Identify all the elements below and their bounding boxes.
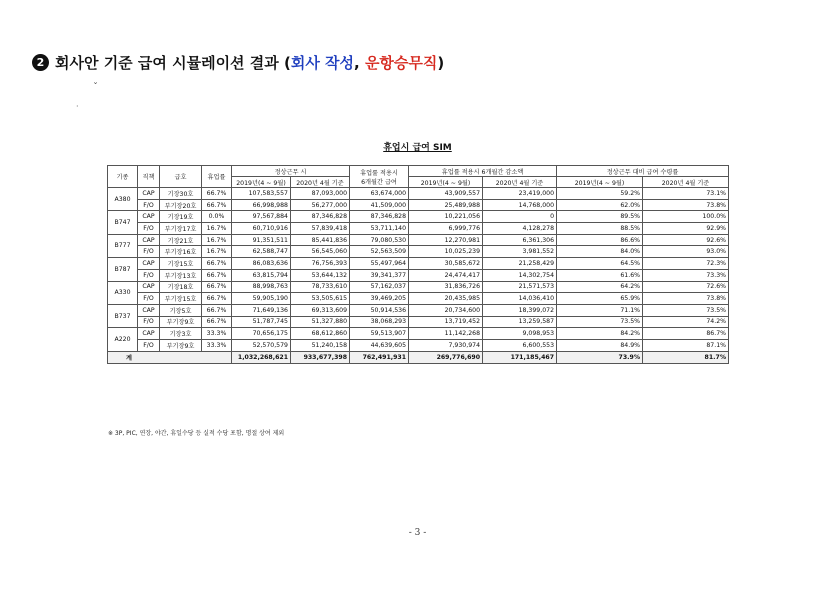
col-header-ratio-2019: 2019년(4 ~ 9월) [557, 177, 643, 188]
cell-decrease-2020: 6,600,553 [483, 339, 557, 351]
table-row [108, 269, 729, 281]
cell-decrease-2019: 11,142,268 [409, 328, 483, 340]
cell-ratio-2020: 73.8% [643, 199, 729, 211]
cell-rank: CAP [138, 188, 160, 200]
cell-rank: CAP [138, 211, 160, 223]
table-row [108, 246, 729, 258]
cell-decrease-2020: 13,259,587 [483, 316, 557, 328]
cell-ratio-2019: 86.6% [557, 234, 643, 246]
col-header-normal-2019: 2019년(4 ~ 9월) [232, 177, 291, 188]
cell-normal-2020: 51,240,158 [291, 339, 350, 351]
section-heading [32, 52, 444, 73]
cell-decrease-2020: 18,399,072 [483, 304, 557, 316]
cell-grade: 부기장16호 [160, 246, 202, 258]
cell-total-normal-2019: 1,032,268,621 [232, 351, 291, 363]
cell-furlough-rate: 16.7% [202, 234, 232, 246]
cell-normal-2020: 85,441,836 [291, 234, 350, 246]
cell-total-ratio-2019: 73.9% [557, 351, 643, 363]
cell-ratio-2020: 72.6% [643, 281, 729, 293]
cell-aircraft-type: B737 [108, 304, 138, 327]
cell-ratio-2020: 87.1% [643, 339, 729, 351]
cell-grade: 부기장9호 [160, 316, 202, 328]
cell-normal-2020: 87,093,000 [291, 188, 350, 200]
heading-text: 회사안 기준 급여 시뮬레이션 결과 ( [55, 54, 291, 72]
cell-grade: 부기장13호 [160, 269, 202, 281]
cell-aircraft-type: B747 [108, 211, 138, 234]
cell-rank: CAP [138, 258, 160, 270]
cell-furlough-rate: 66.7% [202, 281, 232, 293]
cell-normal-2019: 71,649,136 [232, 304, 291, 316]
cell-rank: F/O [138, 293, 160, 305]
cell-grade: 부기장9호 [160, 339, 202, 351]
cell-decrease-2020: 14,302,754 [483, 269, 557, 281]
cell-ratio-2019: 64.2% [557, 281, 643, 293]
col-header-ratio-2020: 2020년 4월 기준 [643, 177, 729, 188]
cell-furlough-pay: 59,513,907 [350, 328, 409, 340]
cell-normal-2020: 56,277,000 [291, 199, 350, 211]
cell-rank: F/O [138, 199, 160, 211]
col-group-ratio: 정상근무 대비 급여 수령률 [557, 166, 729, 177]
cell-normal-2020: 51,327,880 [291, 316, 350, 328]
cell-normal-2019: 88,998,763 [232, 281, 291, 293]
cell-decrease-2020: 21,571,573 [483, 281, 557, 293]
cell-ratio-2019: 89.5% [557, 211, 643, 223]
cell-aircraft-type: B787 [108, 258, 138, 281]
cell-decrease-2019: 31,836,726 [409, 281, 483, 293]
table-row [108, 199, 729, 211]
cell-aircraft-type: A220 [108, 328, 138, 351]
cell-decrease-2019: 20,734,600 [409, 304, 483, 316]
cell-ratio-2020: 100.0% [643, 211, 729, 223]
table-row [108, 316, 729, 328]
cell-grade: 기장18호 [160, 281, 202, 293]
cell-ratio-2019: 65.9% [557, 293, 643, 305]
cell-ratio-2019: 84.2% [557, 328, 643, 340]
cell-grade: 기장30호 [160, 188, 202, 200]
col-header-rank: 직책 [138, 166, 160, 188]
cell-ratio-2020: 73.8% [643, 293, 729, 305]
cell-furlough-pay: 55,497,964 [350, 258, 409, 270]
cell-normal-2020: 78,733,610 [291, 281, 350, 293]
cell-grade: 기장3호 [160, 328, 202, 340]
cell-grade: 부기장20호 [160, 199, 202, 211]
table-header-row [108, 166, 729, 177]
cell-furlough-rate: 66.7% [202, 269, 232, 281]
table-footnote: ※ 3P, PIC, 연장, 야간, 휴일수당 등 실적 수당 포함, 명절 상여 제외 [108, 430, 285, 437]
cell-ratio-2019: 61.6% [557, 269, 643, 281]
cell-furlough-pay: 50,914,536 [350, 304, 409, 316]
cell-furlough-pay: 63,674,000 [350, 188, 409, 200]
cell-decrease-2020: 23,419,000 [483, 188, 557, 200]
cell-furlough-pay: 57,162,037 [350, 281, 409, 293]
cell-furlough-rate: 66.7% [202, 199, 232, 211]
cell-furlough-rate: 33.3% [202, 339, 232, 351]
scan-mark: ˇ [93, 82, 98, 93]
cell-decrease-2019: 10,221,056 [409, 211, 483, 223]
cell-normal-2020: 76,756,393 [291, 258, 350, 270]
cell-ratio-2019: 62.0% [557, 199, 643, 211]
cell-ratio-2019: 73.5% [557, 316, 643, 328]
cell-rank: F/O [138, 246, 160, 258]
cell-normal-2019: 59,905,190 [232, 293, 291, 305]
cell-furlough-rate: 16.7% [202, 223, 232, 235]
cell-rank: F/O [138, 339, 160, 351]
col-group-decrease: 휴업률 적용시 6개월간 감소액 [409, 166, 557, 177]
cell-grade: 기장21호 [160, 234, 202, 246]
cell-furlough-pay: 87,346,828 [350, 211, 409, 223]
cell-furlough-rate: 66.7% [202, 316, 232, 328]
cell-normal-2020: 56,545,060 [291, 246, 350, 258]
cell-rank: CAP [138, 281, 160, 293]
cell-decrease-2019: 24,474,417 [409, 269, 483, 281]
cell-ratio-2019: 64.5% [557, 258, 643, 270]
cell-grade: 기장19호 [160, 211, 202, 223]
cell-decrease-2019: 7,930,974 [409, 339, 483, 351]
cell-ratio-2020: 72.3% [643, 258, 729, 270]
cell-normal-2020: 68,612,860 [291, 328, 350, 340]
cell-normal-2020: 87,346,828 [291, 211, 350, 223]
cell-total-decrease-2019: 269,776,690 [409, 351, 483, 363]
table-row [108, 304, 729, 316]
cell-normal-2019: 66,998,988 [232, 199, 291, 211]
cell-normal-2019: 91,351,511 [232, 234, 291, 246]
cell-rank: F/O [138, 316, 160, 328]
cell-normal-2019: 62,588,747 [232, 246, 291, 258]
heading-comma: , [354, 54, 365, 72]
cell-furlough-pay: 38,068,293 [350, 316, 409, 328]
cell-furlough-rate: 66.7% [202, 258, 232, 270]
cell-normal-2019: 51,787,745 [232, 316, 291, 328]
heading-job-type: 운항승무직 [364, 54, 438, 72]
cell-aircraft-type: A330 [108, 281, 138, 304]
cell-decrease-2020: 3,981,552 [483, 246, 557, 258]
scan-dot: · [76, 102, 79, 111]
cell-decrease-2019: 43,909,557 [409, 188, 483, 200]
table-row [108, 188, 729, 200]
cell-normal-2019: 63,815,794 [232, 269, 291, 281]
table-row [108, 281, 729, 293]
cell-ratio-2019: 84.9% [557, 339, 643, 351]
cell-furlough-pay: 52,563,509 [350, 246, 409, 258]
cell-furlough-pay: 79,080,530 [350, 234, 409, 246]
cell-decrease-2020: 4,128,278 [483, 223, 557, 235]
table-row [108, 293, 729, 305]
cell-grade: 부기장15호 [160, 293, 202, 305]
cell-normal-2019: 97,567,884 [232, 211, 291, 223]
cell-furlough-rate: 66.7% [202, 304, 232, 316]
cell-ratio-2019: 71.1% [557, 304, 643, 316]
cell-rank: F/O [138, 269, 160, 281]
cell-normal-2020: 53,505,615 [291, 293, 350, 305]
cell-aircraft-type: B777 [108, 234, 138, 257]
col-header-grade: 급호 [160, 166, 202, 188]
cell-furlough-rate: 66.7% [202, 293, 232, 305]
col-group-normal: 정상근무 시 [232, 166, 350, 177]
cell-rank: CAP [138, 328, 160, 340]
cell-ratio-2020: 86.7% [643, 328, 729, 340]
cell-ratio-2020: 73.1% [643, 188, 729, 200]
cell-aircraft-type: A380 [108, 188, 138, 211]
cell-furlough-rate: 0.0% [202, 211, 232, 223]
cell-decrease-2020: 9,098,953 [483, 328, 557, 340]
cell-grade: 기장15호 [160, 258, 202, 270]
cell-rank: F/O [138, 223, 160, 235]
salary-sim-table [107, 165, 729, 364]
table-row [108, 234, 729, 246]
cell-furlough-rate: 33.3% [202, 328, 232, 340]
cell-ratio-2019: 88.5% [557, 223, 643, 235]
table-row [108, 223, 729, 235]
cell-furlough-rate: 66.7% [202, 188, 232, 200]
cell-total-ratio-2020: 81.7% [643, 351, 729, 363]
col-header-rate: 휴업률 [202, 166, 232, 188]
cell-ratio-2020: 73.3% [643, 269, 729, 281]
cell-normal-2020: 53,644,132 [291, 269, 350, 281]
cell-rank: CAP [138, 304, 160, 316]
cell-decrease-2020: 6,361,306 [483, 234, 557, 246]
table-row [108, 211, 729, 223]
col-header-decrease-2019: 2019년(4 ~ 9월) [409, 177, 483, 188]
cell-ratio-2020: 73.5% [643, 304, 729, 316]
cell-furlough-pay: 41,509,000 [350, 199, 409, 211]
cell-ratio-2019: 59.2% [557, 188, 643, 200]
cell-total-furlough-pay: 762,491,931 [350, 351, 409, 363]
heading-close: ) [437, 54, 445, 72]
cell-decrease-2019: 10,025,239 [409, 246, 483, 258]
cell-normal-2019: 86,083,636 [232, 258, 291, 270]
cell-total-label: 계 [108, 351, 232, 363]
cell-decrease-2020: 14,768,000 [483, 199, 557, 211]
col-header-type: 기종 [108, 166, 138, 188]
cell-normal-2020: 57,839,418 [291, 223, 350, 235]
cell-grade: 부기장17호 [160, 223, 202, 235]
cell-rank: CAP [138, 234, 160, 246]
cell-ratio-2020: 92.9% [643, 223, 729, 235]
cell-furlough-pay: 53,711,140 [350, 223, 409, 235]
cell-decrease-2020: 14,036,410 [483, 293, 557, 305]
cell-decrease-2019: 13,719,452 [409, 316, 483, 328]
cell-ratio-2020: 74.2% [643, 316, 729, 328]
table-row [108, 328, 729, 340]
total-row [108, 351, 729, 363]
cell-decrease-2020: 0 [483, 211, 557, 223]
cell-furlough-pay: 39,341,377 [350, 269, 409, 281]
cell-furlough-pay: 39,469,205 [350, 293, 409, 305]
cell-total-decrease-2020: 171,185,467 [483, 351, 557, 363]
cell-decrease-2019: 30,585,672 [409, 258, 483, 270]
col-header-decrease-2020: 2020년 4월 기준 [483, 177, 557, 188]
cell-ratio-2020: 93.0% [643, 246, 729, 258]
cell-grade: 기장5호 [160, 304, 202, 316]
cell-furlough-pay: 44,639,605 [350, 339, 409, 351]
page-number: - 3 - [408, 528, 427, 538]
cell-normal-2019: 60,710,916 [232, 223, 291, 235]
cell-normal-2019: 52,570,579 [232, 339, 291, 351]
cell-decrease-2019: 25,489,988 [409, 199, 483, 211]
cell-decrease-2019: 12,270,981 [409, 234, 483, 246]
col-header-normal-2020: 2020년 4월 기준 [291, 177, 350, 188]
cell-total-normal-2020: 933,677,398 [291, 351, 350, 363]
cell-decrease-2019: 20,435,985 [409, 293, 483, 305]
cell-ratio-2020: 92.6% [643, 234, 729, 246]
cell-normal-2020: 69,313,609 [291, 304, 350, 316]
table-row [108, 339, 729, 351]
cell-ratio-2019: 84.0% [557, 246, 643, 258]
table-title: 휴업시 급여 SIM [383, 143, 452, 153]
cell-normal-2019: 70,656,175 [232, 328, 291, 340]
cell-decrease-2019: 6,999,776 [409, 223, 483, 235]
cell-normal-2019: 107,583,557 [232, 188, 291, 200]
cell-decrease-2020: 21,258,429 [483, 258, 557, 270]
heading-author-note: 회사 작성 [290, 54, 355, 72]
col-header-furlough: 휴업률 적용시 6개월간 급여 [350, 166, 409, 188]
table-row [108, 258, 729, 270]
section-number-badge: 2 [32, 54, 49, 71]
cell-furlough-rate: 16.7% [202, 246, 232, 258]
